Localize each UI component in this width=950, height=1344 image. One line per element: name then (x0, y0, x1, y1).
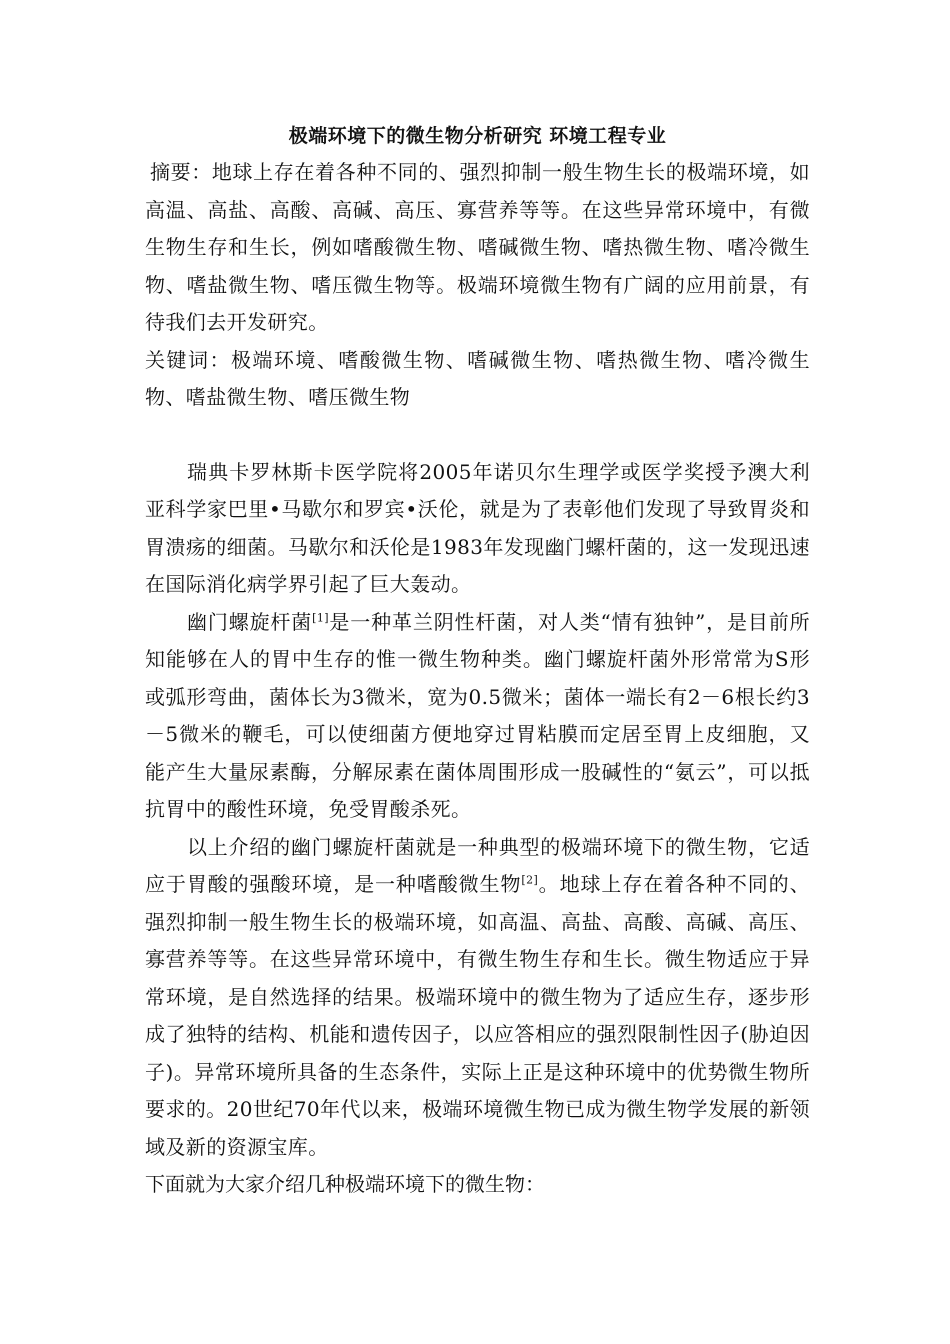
citation-ref-2: [2] (521, 873, 539, 887)
keywords-paragraph: 关键词：极端环境、嗜酸微生物、嗜碱微生物、嗜热微生物、嗜冷微生物、嗜盐微生物、嗜压微生物 (145, 347, 810, 409)
body-paragraph-1: 瑞典卡罗林斯卡医学院将2005年诺贝尔生理学或医学奖授予澳大利亚科学家巴里•马歇尔和罗宾•沃伦，就是为了表彰他们发现了导致胃炎和胃溃疡的细菌。马歇尔和沃伦是1983年发现幽门螺杆菌的，这一发现迅速在国际消化病学界引起了巨大轰动。 (145, 459, 810, 596)
body-paragraph-4: 下面就为大家介绍几种极端环境下的微生物： (145, 1172, 545, 1196)
document-page (145, 118, 810, 1204)
paragraph-2-text-start: 幽门螺旋杆菌 (187, 609, 313, 634)
document-title: 极端环境下的微生物分析研究 环境工程专业 (288, 125, 667, 147)
abstract-paragraph: 摘要：地球上存在着各种不同的、强烈抑制一般生物生长的极端环境，如高温、高盐、高酸、高碱、高压、寡营养等等。在这些异常环境中，有微生物生存和生长，例如嗜酸微生物、嗜碱微生物、嗜热微生物、嗜冷微生物、嗜盐微生物、嗜压微生物等。极端环境微生物有广阔的应用前景，有待我们去开发研究。 (145, 160, 810, 334)
paragraph-3-text-end: 。地球上存在着各种不同的、强烈抑制一般生物生长的极端环境，如高温、高盐、高酸、高碱、高压、寡营养等等。在这些异常环境中，有微生物生存和生长。微生物适应于异常环境，是自然选择的结果。极端环境中的微生物为了适应生存，逐步形成了独特的结构、机能和遗传因子，以应答相应的强烈限制性因子(胁迫因子)。异常环境所具备的生态条件，实际上正是这种环境中的优势微生物所要求的。20世纪70年代以来，极端环境微生物已成为微生物学发展的新领域及新的资源宝库。 (145, 872, 810, 1159)
paragraph-2-text-end: 是一种革兰阴性杆菌，对人类“情有独钟”，是目前所知能够在人的胃中生存的惟一微生物种类。幽门螺旋杆菌外形常常为S形或弧形弯曲，菌体长为3微米，宽为0.5微米；菌体一端长有2－6根长约3－5微米的鞭毛，可以使细菌方便地穿过胃粘膜而定居至胃上皮细胞，又能产生大量尿素酶，分解尿素在菌体周围形成一股碱性的“氨云”，可以抵抗胃中的酸性环境，免受胃酸杀死。 (145, 609, 810, 821)
body-paragraph-2 (145, 604, 810, 829)
body-paragraph-3 (145, 829, 810, 1167)
citation-ref-1: [1] (312, 610, 329, 624)
paragraph-3-text-start: 以上介绍的幽门螺旋杆菌就是一种典型的极端环境下的微生物，它适应于胃酸的强酸环境，是一种嗜酸微生物 (145, 834, 810, 896)
